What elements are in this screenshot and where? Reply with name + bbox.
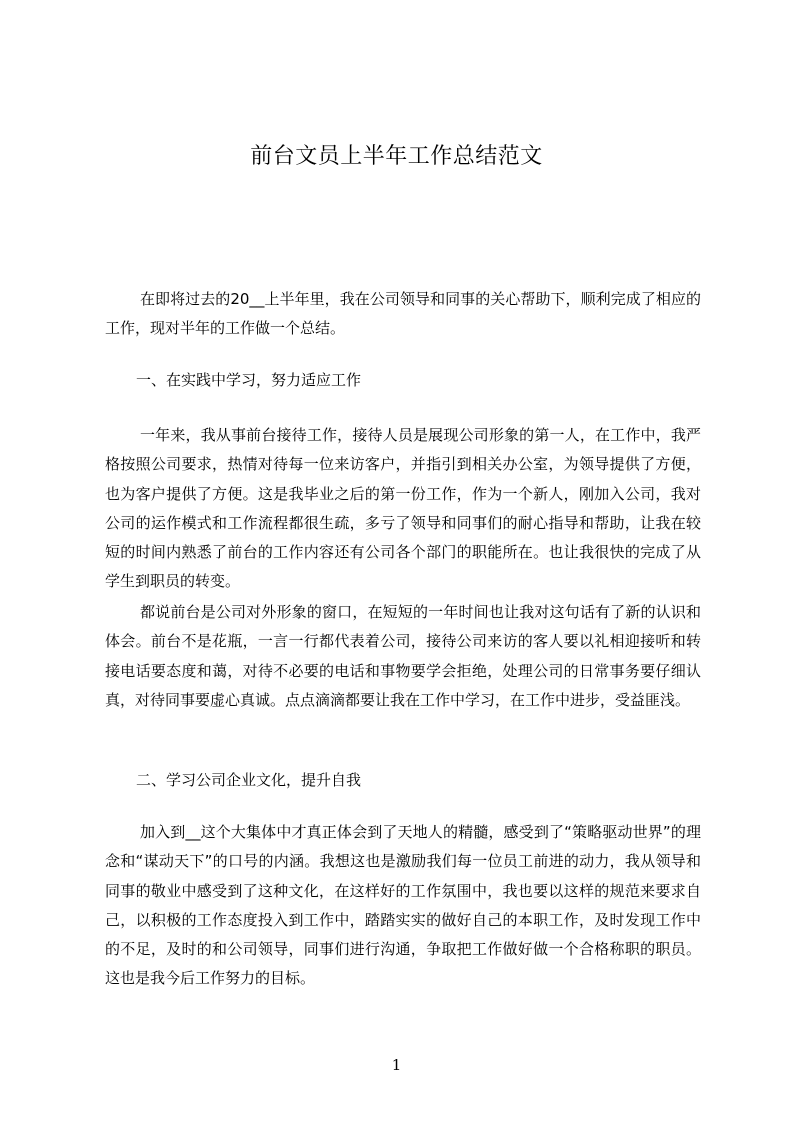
section-2-paragraph-1: 加入到__这个大集体中才真正体会到了天地人的精髓，感受到了“策略驱动世界”的理念和“谋动天下”的口号的内涵。我想这也是激励我们每一位员工前进的动力，我从领导和同事的敬业中感受到了这种文化，在这样好的工作氛围中，我也要以这样的规范来要求自己，以积极的工作态度投入到工作中，踏踏实实的做好自己的本职工作，及时发现工作中的不足，及时的和公司领导，同事们进行沟通，争取把工作做好做一个合格称职的职员。这也是我今后工作努力的目标。 xyxy=(105,823,701,988)
intro-paragraph: 在即将过去的20__上半年里，我在公司领导和同事的关心帮助下，顺利完成了相应的工作，现对半年的工作做一个总结。 xyxy=(105,290,701,338)
section-1-paragraph-1: 一年来，我从事前台接待工作，接待人员是展现公司形象的第一人，在工作中，我严格按照公司要求，热情对待每一位来访客户，并指引到相关办公室，为领导提供了方便，也为客户提供了方便。这是我毕业之后的第一份工作，作为一个新人，刚加入公司，我对公司的运作模式和工作流程都很生疏，多亏了领导和同事们的耐心指导和帮助，让我在较短的时间内熟悉了前台的工作内容还有公司各个部门的职能所在。也让我很快的完成了从学生到职员的转变。 xyxy=(105,426,701,591)
section-1-heading: 一、在实践中学习，努力适应工作 xyxy=(136,371,362,389)
document-title: 前台文员上半年工作总结范文 xyxy=(250,144,543,169)
section-2-heading: 二、学习公司企业文化，提升自我 xyxy=(136,771,362,789)
page-number: 1 xyxy=(391,1056,402,1074)
section-1-paragraph-2: 都说前台是公司对外形象的窗口，在短短的一年时间也让我对这句话有了新的认识和体会。前台不是花瓶，一言一行都代表着公司，接待公司来访的客人要以礼相迎接听和转接电话要态度和蔼，对待不必要的电话和事物要学会拒绝，处理公司的日常事务要仔细认真，对待同事要虚心真诚。点点滴滴都要让我在工作中学习，在工作中进步，受益匪浅。 xyxy=(105,603,701,709)
